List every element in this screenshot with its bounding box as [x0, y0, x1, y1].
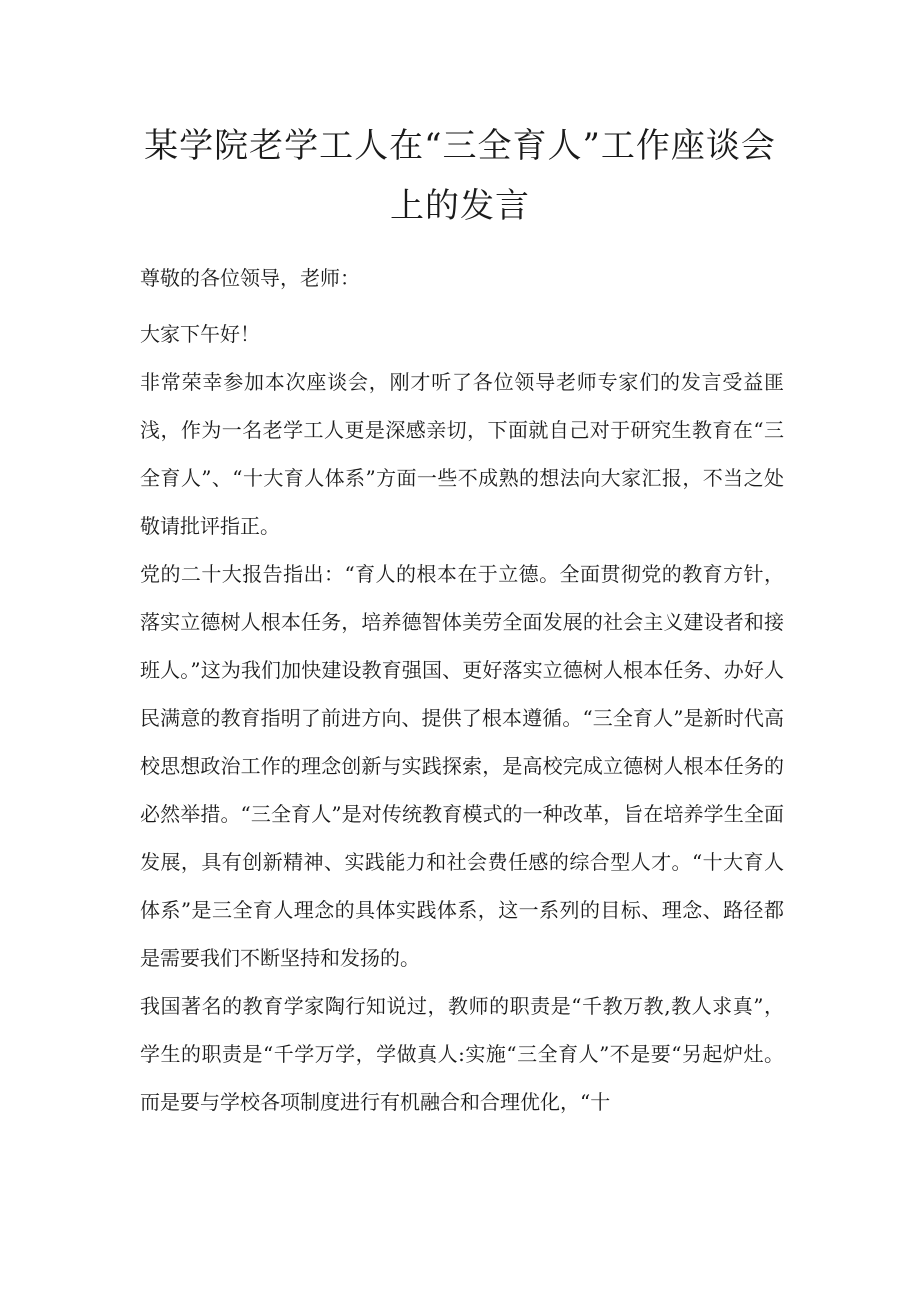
salutation: 尊敬的各位领导，老师： [140, 266, 360, 290]
document-title-line-2: 上的发言 [390, 186, 530, 226]
paragraph-1: 非常荣幸参加本次座谈会，刚才听了各位领导老师专家们的发言受益匪浅，作为一名老学工人更是深感亲切，下面就自己对于研究生教育在“三全育人”、“十大育人体系”方面一些不成熟的想法向大家汇报，不当之处敬请批评指正。 [140, 370, 784, 538]
document-body [140, 254, 784, 1126]
paragraph-2: 党的二十大报告指出：“育人的根本在于立德。全面贯彻党的教育方针，落实立德树人根本任务，培养德智体美劳全面发展的社会主义建设者和接班人。”这为我们加快建设教育强国、更好落实立德树人根本任务、办好人民满意的教育指明了前进方向、提供了根本遵循。“三全育人”是新时代高校思想政治工作的理念创新与实践探索，是高校完成立德树人根本任务的必然举措。“三全育人”是对传统教育模式的一种改革，旨在培养学生全面发展，具有创新精神、实践能力和社会费任感的综合型人才。“十大育人体系”是三全育人理念的具体实践体系，这一系列的目标、理念、路径都是需要我们不断坚持和发扬的。 [140, 562, 784, 970]
greeting: 大家下午好！ [140, 322, 260, 346]
paragraph-3: 我国著名的教育学家陶行知说过，教师的职责是“千教万教,教人求真”，学生的职责是“千学万学，学做真人:实施“三全育人”不是要“另起炉灶。而是要与学校各项制度进行有机融合和合理优化，“十 [140, 994, 784, 1114]
document-title-line-1: 某学院老学工人在“三全育人”工作座谈会 [144, 126, 776, 166]
